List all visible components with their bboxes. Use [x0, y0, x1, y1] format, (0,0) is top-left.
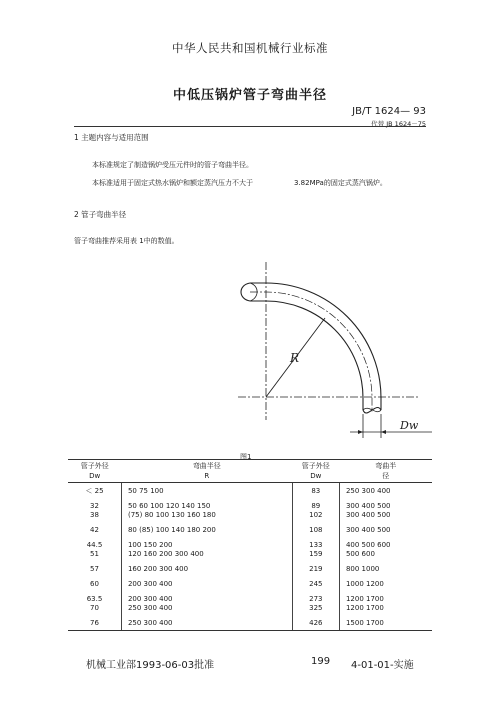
bend-radius-table — [68, 459, 432, 631]
cell-r1: 200 300 400 — [121, 595, 292, 604]
cell-r1: 120 160 200 300 400 — [121, 550, 292, 559]
header-r-1 — [121, 460, 292, 483]
cell-r1: 250 300 400 — [121, 604, 292, 613]
cell-dw1: 63.5 — [68, 595, 121, 604]
cell-r2: 300 400 500 — [345, 511, 391, 519]
cell-r1: 50 75 100 — [121, 483, 292, 497]
cell-r1: 200 300 400 — [121, 580, 292, 589]
section-2-paragraph-1: 管子弯曲推荐采用表 1中的数值。 — [74, 237, 179, 245]
cell-dw2: 159 — [292, 550, 339, 559]
cell-dw2: 325 — [292, 604, 339, 613]
cell-dw2: 89 — [292, 502, 339, 511]
pipe-inner-wall — [250, 301, 363, 410]
cell-r2: 1000 1200 — [345, 580, 384, 588]
header-dw-2-label: 管子外径 — [301, 462, 330, 470]
section-2-heading: 2 管子弯曲半径 — [74, 210, 127, 219]
cell-dw1: 42 — [68, 526, 121, 535]
cell-dw2: 133 — [292, 541, 339, 550]
cell-dw1: 70 — [68, 604, 121, 613]
cell-dw2: 245 — [292, 580, 339, 589]
cell-r1: 50 60 100 120 140 150 — [121, 502, 292, 511]
cell-dw2: 219 — [292, 565, 339, 574]
table-row — [68, 483, 432, 497]
table-row — [68, 511, 432, 520]
table-row — [68, 502, 432, 511]
pipe-end-left — [241, 283, 250, 301]
footer-approval: 机械工业部1993-06-03批准 — [86, 660, 215, 671]
cell-r1: 100 150 200 — [121, 541, 292, 550]
diameter-label: Dw — [400, 419, 419, 432]
cell-dw1: 32 — [68, 502, 121, 511]
cell-dw2: 426 — [292, 619, 339, 631]
standard-org-header: 中华人民共和国机械行业标准 — [172, 41, 328, 55]
header-r-1-symbol: R — [204, 472, 210, 480]
table-row — [68, 526, 432, 535]
cell-r1: 160 200 300 400 — [121, 565, 292, 574]
cell-r2: 1500 1700 — [339, 619, 432, 631]
cell-dw1: 57 — [68, 565, 121, 574]
table-row — [68, 604, 432, 613]
cell-r1: 80 (85) 100 140 180 200 — [121, 526, 292, 535]
cell-r2: 300 400 500 — [345, 502, 391, 510]
header-dw-1-symbol: Dw — [89, 472, 101, 480]
dimension-arrow-right — [381, 430, 386, 434]
cell-r1: 250 300 400 — [121, 619, 292, 631]
header-r-2 — [339, 460, 432, 483]
cell-r1: (75) 80 100 130 160 180 — [121, 511, 292, 520]
table-row — [68, 565, 432, 574]
section-1-paragraph-2a: 本标准适用于固定式热水锅炉和额定蒸汽压力不大于 — [92, 179, 253, 187]
pipe-outer-wall — [250, 283, 381, 410]
cell-r2: 1200 1700 — [345, 595, 384, 603]
section-1-heading: 1 主题内容与适用范围 — [74, 133, 149, 142]
replaces-standard: 代替 JB 1624－75 — [371, 120, 426, 128]
cell-r2: 250 300 400 — [345, 487, 391, 495]
cell-r2: 400 500 600 — [345, 541, 391, 549]
dimension-arrow-left — [358, 430, 363, 434]
section-1-paragraph-1: 本标准规定了制造锅炉受压元件时的管子弯曲半径。 — [92, 161, 253, 169]
footer-page-number: 199 — [311, 656, 331, 667]
cell-dw2: 102 — [292, 511, 339, 520]
header-dw-2-symbol: Dw — [310, 472, 322, 480]
cell-r2: 1200 1700 — [345, 604, 384, 612]
cell-dw1: 44.5 — [68, 541, 121, 550]
table-row — [68, 541, 432, 550]
header-r-1-label: 弯曲半径 — [192, 462, 221, 470]
figure-caption: 图1 — [240, 453, 252, 461]
header-r-2-label-2: 径 — [382, 472, 390, 480]
cell-dw2: 108 — [292, 526, 339, 535]
footer-implementation: 4-01-01-实施 — [351, 660, 414, 671]
table-row — [68, 550, 432, 559]
section-1-paragraph-2b: 3.82MPa的固定式蒸汽锅炉。 — [294, 179, 387, 187]
radius-label: R — [290, 351, 300, 365]
cell-dw1: 60 — [68, 580, 121, 589]
cell-dw2: 83 — [292, 483, 339, 497]
cell-dw1: ＜ 25 — [68, 483, 121, 497]
header-dw-1-label: 管子外径 — [80, 462, 109, 470]
cell-dw1: 76 — [68, 619, 121, 631]
cell-r2: 500 600 — [345, 550, 375, 558]
header-dw-2 — [292, 460, 339, 483]
table-row — [68, 580, 432, 589]
standard-number: JB/T 1624— 93 — [352, 106, 426, 117]
cell-r2: 800 1000 — [345, 565, 380, 573]
cell-r2: 300 400 500 — [345, 526, 391, 534]
header-r-2-label-1: 弯曲半 — [375, 462, 397, 470]
header-dw-1 — [68, 460, 121, 483]
table-row — [68, 619, 432, 631]
document-title: 中低压锅炉管子弯曲半径 — [172, 88, 327, 103]
table-row — [68, 595, 432, 604]
cell-dw2: 273 — [292, 595, 339, 604]
cell-dw1: 38 — [68, 511, 121, 520]
cell-dw1: 51 — [68, 550, 121, 559]
